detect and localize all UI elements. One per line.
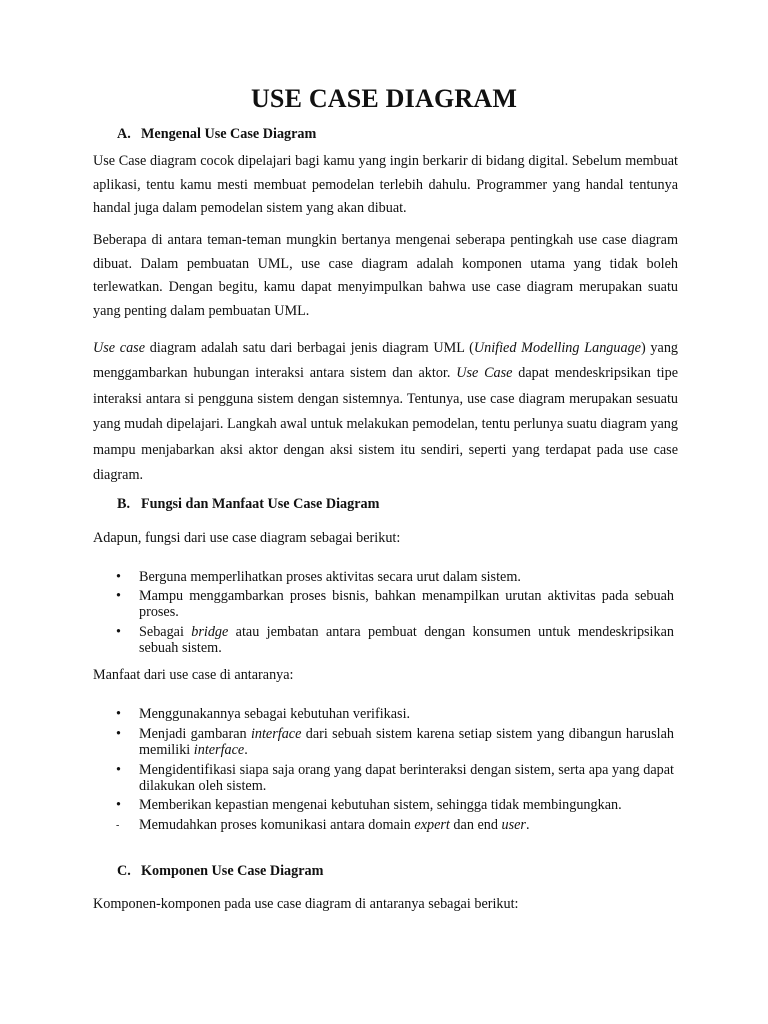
section-a-letter: A. — [117, 126, 131, 142]
list-item-text-part: Sebagai — [139, 624, 192, 640]
komponen-intro: Komponen-komponen pada use case diagram di antaranya sebagai berikut: — [93, 896, 519, 912]
term-interface: interface — [193, 742, 245, 759]
list-item-text: Mengidentifikasi siapa saja orang yang dapat berinteraksi dengan sistem, serta apa yang dapat dilakukan oleh sistem. — [139, 762, 674, 795]
term-use-case: Use Case — [456, 365, 513, 382]
dash-bullet-icon: - — [116, 820, 120, 831]
list-item-text: Menggunakannya sebagai kebutuhan verifikasi. — [139, 706, 411, 722]
list-item — [116, 588, 674, 621]
section-b-letter: B. — [117, 496, 131, 512]
paragraph-a-3-text: diagram adalah satu dari berbagai jenis diagram UML ( — [145, 340, 474, 356]
bullet-icon: • — [116, 588, 121, 604]
list-item-text: Mampu menggambarkan proses bisnis, bahkan menampilkan urutan aktivitas pada sebuah proses. — [139, 588, 674, 621]
bullet-icon: • — [116, 624, 121, 640]
paragraph-a-3-text: ) yang menggambarkan hubungan interaksi antara sistem dan aktor. — [93, 340, 679, 382]
paragraph-a-3-text: dapat mendeskripsikan tipe interaksi antara si pengguna sistem dengan sistemnya. Tentunya, use case diagram merupakan sesuatu yang mudah dipelajari. Langkah awal untuk melakukan pemodelan, tentu perlunya suatu diagram yang mampu menjabarkan aksi aktor dengan aksi sistem itu sendiri, seperti yang terdapat pada use case diagram. — [93, 365, 678, 484]
term-interface: interface — [250, 726, 302, 742]
list-item-text-part: . — [244, 742, 248, 759]
term-uml: Unified Modelling Language — [473, 340, 641, 356]
list-item — [116, 624, 674, 657]
section-b-heading — [117, 496, 379, 513]
list-item — [116, 797, 674, 813]
bullet-icon: • — [116, 569, 121, 585]
section-a-heading — [117, 126, 316, 143]
term-bridge: bridge — [191, 624, 229, 640]
document-title: USE CASE DIAGRAM — [250, 84, 518, 113]
section-c-title: Komponen Use Case Diagram — [141, 863, 324, 879]
section-a-title: Mengenal Use Case Diagram — [141, 126, 317, 142]
list-item-text-part: atau jembatan antara pembuat dengan konsumen untuk mendeskripsikan sebuah sistem. — [139, 624, 674, 657]
list-item-text — [139, 624, 674, 656]
list-item-text: Memberikan kepastian mengenai kebutuhan sistem, sehingga tidak membingungkan. — [139, 797, 622, 813]
list-item-text-part: dari sebuah sistem karena setiap sistem yang dibangun haruslah memiliki — [139, 726, 674, 759]
list-item — [116, 726, 674, 759]
section-c-letter: C. — [117, 863, 131, 879]
bullet-icon: • — [116, 797, 121, 813]
bullet-icon: • — [116, 762, 121, 778]
paragraph-a-2: Beberapa di antara teman-teman mungkin bertanya mengenai seberapa pentingkah use case diagram dibuat. Dalam pembuatan UML, use case diagram adalah komponen utama yang tidak boleh terlewatkan. Dengan begitu, kamu dapat menyimpulkan bahwa use case diagram merupakan suatu yang penting dalam pembuatan UML. — [93, 232, 678, 320]
list-item-text — [139, 817, 529, 833]
list-item — [116, 706, 674, 722]
term-use-case: Use case — [93, 340, 146, 356]
section-b-title: Fungsi dan Manfaat Use Case Diagram — [141, 496, 380, 512]
paragraph-a-3 — [93, 336, 678, 488]
list-item-text-part: Menjadi gambaran — [139, 726, 251, 742]
term-user: user — [501, 817, 526, 833]
manfaat-intro: Manfaat dari use case di antaranya: — [93, 667, 294, 683]
list-item-text-part: dan end — [449, 817, 502, 833]
list-item-text: Berguna memperlihatkan proses aktivitas secara urut dalam sistem. — [139, 569, 521, 585]
bullet-icon: • — [116, 706, 121, 722]
bullet-icon: • — [116, 726, 121, 742]
list-item-text-part: Memudahkan proses komunikasi antara domain — [139, 817, 415, 833]
paragraph-a-1: Use Case diagram cocok dipelajari bagi kamu yang ingin berkarir di bidang digital. Sebelum membuat aplikasi, tentu kamu mesti membuat pemodelan terlebih dahulu. Programmer yang handal tentunya handal juga dalam pemodelan sistem yang akan dibuat. — [93, 153, 678, 217]
fungsi-intro: Adapun, fungsi dari use case diagram sebagai berikut: — [93, 530, 401, 546]
list-item-text — [139, 726, 674, 758]
list-item-text-part: . — [525, 817, 530, 833]
section-c-heading — [117, 863, 323, 880]
list-item — [116, 569, 674, 585]
list-item — [116, 817, 674, 833]
list-item — [116, 762, 674, 795]
term-expert: expert — [414, 817, 450, 833]
